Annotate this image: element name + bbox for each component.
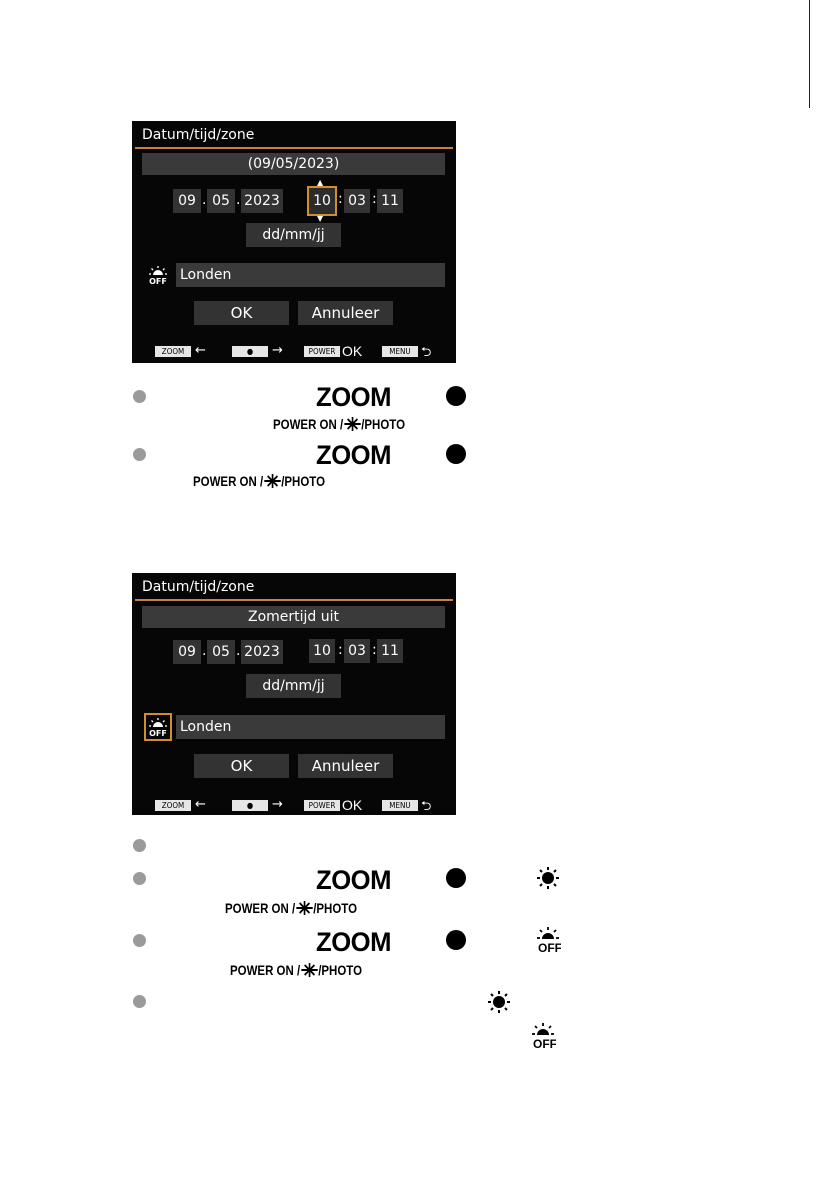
dst-off-sun-icon [530, 1022, 556, 1056]
hour-field-selected[interactable]: 10 [309, 188, 335, 214]
date-separator: . [202, 643, 207, 659]
dst-off-icon-selected[interactable] [146, 715, 170, 739]
hour-field[interactable]: 10 [309, 639, 335, 663]
dst-on-sun-icon [486, 990, 512, 1018]
dst-off-icon[interactable] [146, 263, 170, 287]
bullet [133, 390, 146, 403]
set-button-icon [446, 444, 466, 464]
date-separator: . [202, 192, 207, 208]
power-switch-label: POWER ON / /PHOTO [230, 962, 363, 978]
date-separator: . [236, 643, 241, 659]
set-button-key-icon: ● [232, 346, 268, 357]
arrow-left-icon: ← [195, 343, 206, 358]
screen-footer [132, 799, 456, 813]
decrement-arrow-icon[interactable]: ▼ [317, 214, 324, 223]
month-field[interactable]: 05 [207, 189, 235, 213]
arrow-left-icon: ← [195, 797, 206, 812]
cancel-button[interactable]: Annuleer [298, 301, 393, 325]
time-zone-field[interactable]: Londen [176, 715, 445, 739]
arrow-right-icon: → [272, 797, 283, 812]
camera-screen-date-time [132, 121, 456, 363]
year-field[interactable]: 2023 [241, 640, 283, 664]
time-zone-field[interactable]: Londen [176, 263, 445, 287]
increment-arrow-icon[interactable]: ▲ [317, 178, 324, 187]
second-field[interactable]: 11 [377, 189, 403, 213]
bullet [133, 839, 146, 852]
return-icon: ⮌ [421, 799, 432, 814]
sun-sparkle-icon [343, 416, 361, 432]
day-field[interactable]: 09 [173, 640, 201, 664]
zoom-key: ZOOM [155, 346, 191, 357]
ok-button[interactable]: OK [194, 301, 289, 325]
power-key: POWER [304, 346, 340, 357]
date-preview-bar: (09/05/2023) [142, 153, 445, 175]
power-switch-label: POWER ON / /PHOTO [273, 416, 406, 432]
time-separator: : [372, 642, 377, 658]
zoom-label: ZOOM [316, 382, 392, 412]
time-separator: : [372, 191, 377, 207]
sun-sparkle-icon [263, 473, 281, 489]
set-button-icon [446, 930, 466, 950]
zoom-label: ZOOM [316, 865, 392, 895]
bullet [133, 448, 146, 461]
arrow-right-icon: → [272, 343, 283, 358]
return-icon: ⮌ [421, 345, 432, 360]
off-label: OFF [538, 941, 561, 955]
ok-footer-label: OK [342, 343, 363, 359]
cancel-button[interactable]: Annuleer [298, 754, 393, 778]
day-field[interactable]: 09 [173, 189, 201, 213]
minute-field[interactable]: 03 [344, 189, 370, 213]
dst-status-bar: Zomertijd uit [142, 606, 445, 628]
minute-field[interactable]: 03 [344, 639, 370, 663]
second-field[interactable]: 11 [377, 639, 403, 663]
ok-button[interactable]: OK [194, 754, 289, 778]
time-separator: : [338, 191, 343, 207]
screen-title: Datum/tijd/zone [142, 579, 255, 595]
bullet [133, 934, 146, 947]
set-button-icon [446, 868, 466, 888]
ok-footer-label: OK [342, 797, 363, 813]
year-field[interactable]: 2023 [241, 189, 283, 213]
zoom-label: ZOOM [316, 927, 392, 957]
bullet [133, 995, 146, 1008]
title-divider [135, 147, 453, 149]
off-label: OFF [533, 1037, 556, 1051]
dst-on-sun-icon [535, 866, 561, 894]
date-format-field[interactable]: dd/mm/jj [246, 223, 341, 247]
dst-off-sun-icon [535, 926, 561, 960]
sun-sparkle-icon [295, 900, 313, 916]
set-button-key-icon: ● [232, 800, 268, 811]
zoom-label: ZOOM [316, 440, 392, 470]
margin-line [809, 0, 810, 108]
camera-screen-dst [132, 573, 456, 815]
off-label: OFF [149, 277, 167, 285]
time-separator: : [338, 642, 343, 658]
power-key: POWER [304, 800, 340, 811]
zoom-key: ZOOM [155, 800, 191, 811]
bullet [133, 872, 146, 885]
date-format-field[interactable]: dd/mm/jj [246, 674, 341, 698]
sun-sparkle-icon [300, 962, 318, 978]
set-button-icon [446, 386, 466, 406]
menu-key: MENU [382, 800, 418, 811]
month-field[interactable]: 05 [207, 640, 235, 664]
title-divider [135, 599, 453, 601]
off-label: OFF [149, 729, 167, 737]
screen-title: Datum/tijd/zone [142, 127, 255, 143]
power-switch-label: POWER ON / /PHOTO [193, 473, 326, 489]
menu-key: MENU [382, 346, 418, 357]
date-separator: . [236, 192, 241, 208]
screen-footer [132, 345, 456, 359]
power-switch-label: POWER ON / /PHOTO [225, 900, 358, 916]
